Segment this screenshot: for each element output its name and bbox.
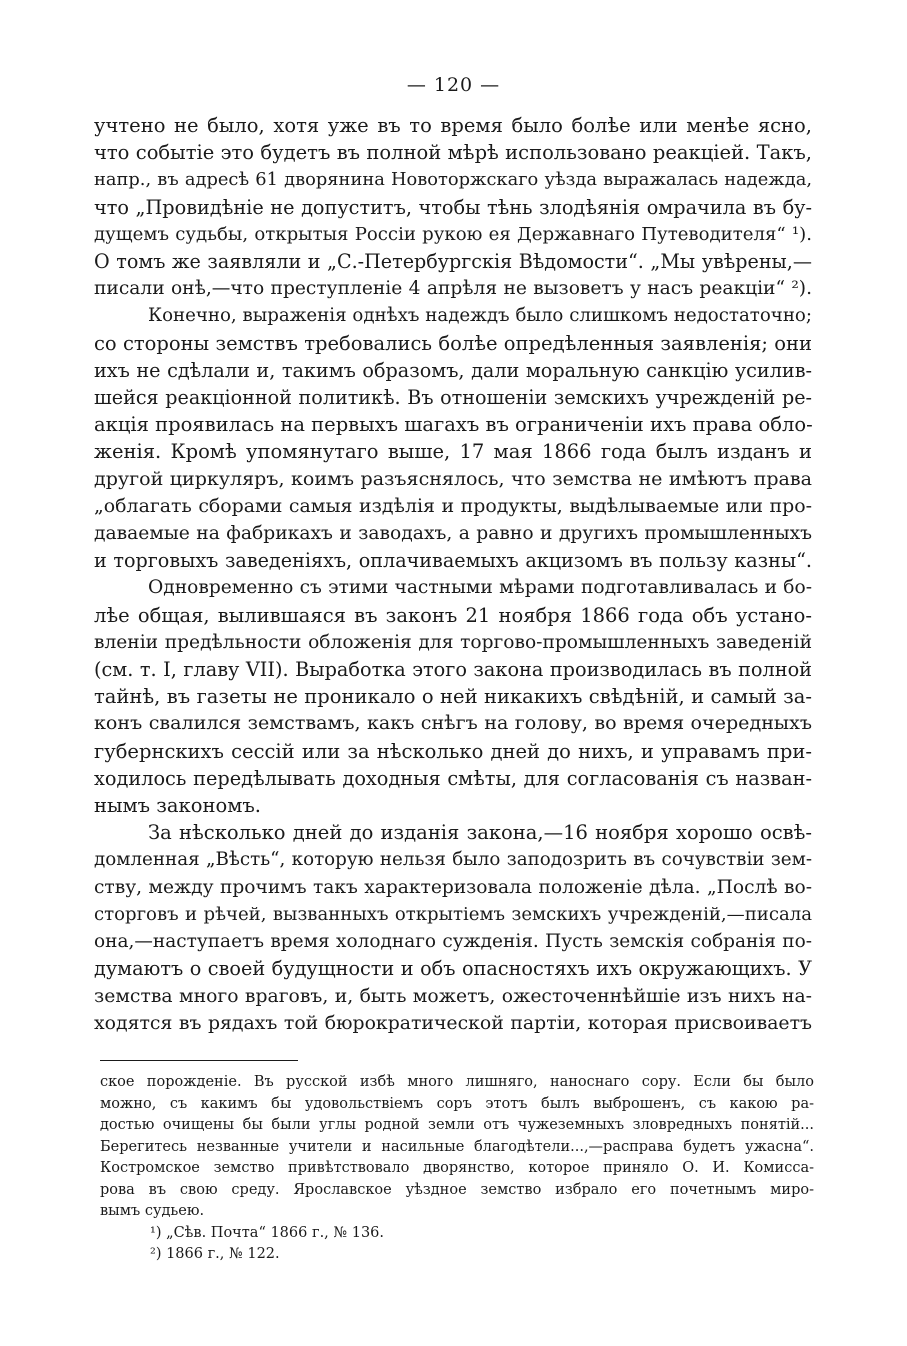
paragraph-2 <box>94 302 812 574</box>
footnote-line: достью очищены бы были углы родной земли отъ чужеземныхъ зловредныхъ понятій... <box>100 1117 814 1133</box>
text-line: ходилось передѣлывать доходныя смѣты, для согласованія съ назван- <box>94 766 812 790</box>
text-line: тайнѣ, въ газеты не проникало о ней никакихъ свѣдѣній, и самый за- <box>94 685 812 709</box>
footnote-line: Костромское земство привѣтствовало дворянство, которое приняло О. И. Комисса- <box>100 1160 814 1176</box>
text-line: губернскихъ сессій или за нѣсколько дней до нихъ, и управамъ при- <box>94 739 812 763</box>
text-line: что „Провидѣніе не допуститъ, чтобы тѣнь злодѣянія омрачила въ бу- <box>94 195 812 219</box>
text-line: шейся реакціонной политикѣ. Въ отношеніи земскихъ учрежденій ре- <box>94 386 812 410</box>
paragraph-1 <box>94 112 812 302</box>
text-line: Одновременно съ этими частными мѣрами подготавливалась и бо- <box>148 577 812 599</box>
text-line: ству, между прочимъ такъ характеризовала положеніе дѣла. „Послѣ во- <box>94 876 812 898</box>
footnote-line: можно, съ какимъ бы удовольствіемъ соръ этотъ былъ выброшенъ, съ какою ра- <box>100 1095 814 1112</box>
text-line: О томъ же заявляли и „С.-Петербургскія Вѣдомости“. „Мы увѣрены,— <box>94 250 812 274</box>
footnote-line: Берегитесь незванные учители и насильные благодѣтели...,—расправа будетъ ужасна“. <box>100 1138 814 1155</box>
footnote-reference: ²) 1866 г., № 122. <box>150 1246 280 1262</box>
text-line: „облагать сборами самыя издѣлія и продукты, выдѣлываемые или про- <box>94 494 812 517</box>
text-line: напр., въ адресѣ 61 дворянина Новоторжскаго уѣзда выражалась надежда, <box>94 169 812 191</box>
text-line: другой циркуляръ, коимъ разъяснялось, что земства не имѣютъ права <box>94 467 812 490</box>
text-line: со стороны земствъ требовались болѣе опредѣленныя заявленія; они <box>94 331 812 355</box>
text-line: учтено не было, хотя уже въ то время было болѣе или менѣе ясно, <box>94 114 812 137</box>
footnotes <box>100 1072 814 1266</box>
text-line: домленная „Вѣсть“, которую нельзя было заподозрить въ сочувствіи зем- <box>94 849 812 871</box>
paragraph-4 <box>94 819 812 1037</box>
text-line: сторговъ и рѣчей, вызванныхъ открытіемъ земскихъ учрежденій,—писала <box>94 903 812 925</box>
text-line: нымъ закономъ. <box>94 794 261 818</box>
text-line: вленіи предѣльности обложенія для торгово-промышленныхъ заведеній <box>94 631 812 653</box>
text-line: ходятся въ рядахъ той бюрократической партіи, которая присвоиваетъ <box>94 1012 812 1034</box>
text-line: даваемые на фабрикахъ и заводахъ, а равно и другихъ промышленныхъ <box>94 523 812 545</box>
text-line: думаютъ о своей будущности и объ опасностяхъ ихъ окружающихъ. У <box>94 957 812 981</box>
text-line: земства много враговъ, и, быть можетъ, ожесточеннѣйшіе изъ нихъ на- <box>94 985 812 1007</box>
main-text <box>94 112 812 1037</box>
paragraph-3 <box>94 574 812 819</box>
text-line: женія. Кромѣ упомянутаго выше, 17 мая 1866 года былъ изданъ и <box>94 440 812 464</box>
footnote-divider <box>100 1060 298 1061</box>
footnote-reference: ¹) „Сѣв. Почта“ 1866 г., № 136. <box>150 1224 385 1241</box>
text-line: За нѣсколько дней до изданія закона,—16 ноября хорошо освѣ- <box>148 821 812 845</box>
page-number: — 120 — <box>406 74 501 96</box>
text-line: акція проявилась на первыхъ шагахъ въ ограниченіи ихъ права обло- <box>94 413 813 437</box>
footnote-line: рова въ свою среду. Ярославское уѣздное земство избрало его почетнымъ миро- <box>100 1181 814 1198</box>
text-line: писали онѣ,—что преступленіе 4 апрѣля не вызоветъ у насъ реакціи“ ²). <box>94 278 812 300</box>
text-line: и торговыхъ заведеніяхъ, оплачиваемыхъ акцизомъ въ пользу казны“. <box>94 549 812 573</box>
text-line: она,—наступаетъ время холоднаго сужденія. Пусть земскія собранія по- <box>94 931 812 953</box>
text-line: что событіе это будетъ въ полной мѣрѣ использовано реакціей. Такъ, <box>94 141 812 165</box>
footnote-line: ское порожденіе. Въ русской избѣ много лишняго, наноснаго сору. Если бы было <box>100 1074 814 1090</box>
text-line: лѣе общая, вылившаяся въ законъ 21 ноября 1866 года объ устано- <box>94 603 812 627</box>
text-line: (см. т. I, главу VII). Выработка этого закона производилась въ полной <box>94 658 812 682</box>
footnote-line: вымъ судьею. <box>100 1203 205 1219</box>
text-line: дущемъ судьбы, открытыя Россіи рукою ея Державнаго Путеводителя“ ¹). <box>94 223 812 245</box>
text-line: конъ свалился земствамъ, какъ снѣгъ на голову, во время очередныхъ <box>94 712 812 735</box>
text-line: ихъ не сдѣлали и, такимъ образомъ, дали моральную санкцію усилив- <box>94 358 812 382</box>
text-line: Конечно, выраженія однѣхъ надеждъ было слишкомъ недостаточно; <box>148 305 812 327</box>
